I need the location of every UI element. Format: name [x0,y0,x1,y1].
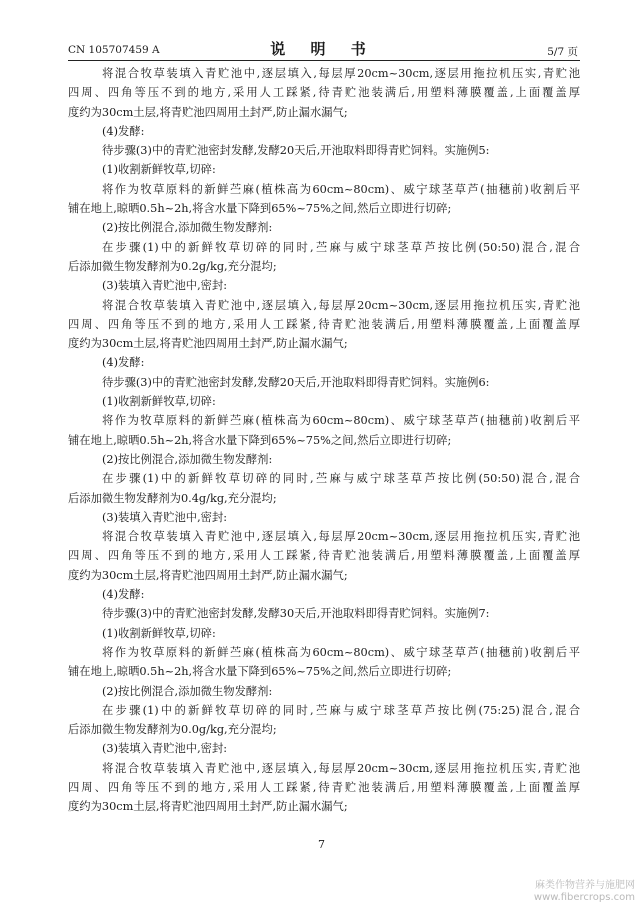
watermark-site-name: 麻类作物营养与施肥网 [535,880,635,891]
watermark [534,880,635,904]
text-line: (3)装填入青贮池中,密封: [102,742,228,756]
page-header [68,38,578,58]
text-line: 将混合牧草装填入青贮池中,逐层填入,每层厚20cm~30cm,逐层用拖拉机压实,青贮池 [102,298,580,312]
document-body [68,64,580,817]
text-line: 将混合牧草装填入青贮池中,逐层填入,每层厚20cm~30cm,逐层用拖拉机压实,青贮池 [102,761,580,775]
text-line: 将混合牧草装填入青贮池中,逐层填入,每层厚20cm~30cm,逐层用拖拉机压实,青贮池 [102,530,580,544]
text-line: 待步骤(3)中的青贮池密封发酵,发酵20天后,开池取料即得青贮饲料。实施例5: [102,144,490,158]
text-line: (1)收割新鲜牧草,切碎: [102,395,216,409]
document-title: 说 明 书 [270,40,376,58]
text-line: 在步骤(1)中的新鲜牧草切碎的同时,苎麻与威宁球茎草芦按比例(50:50)混合,混合 [102,240,580,254]
text-line: (4)发酵: [102,124,145,138]
text-line: 将作为牧草原料的新鲜苎麻(植株高为60cm~80cm)、威宁球茎草芦(抽穗前)收割后平 [102,645,580,659]
page-number: 7 [318,838,325,851]
text-line: 四周、四角等压不到的地方,采用人工踩紧,待青贮池装满后,用塑料薄膜覆盖,上面覆盖厚 [68,86,580,100]
text-line: 度约为30cm土层,将青贮池四周用土封严,防止漏水漏气; [68,105,348,119]
text-line: 后添加微生物发酵剂为0.2g/kg,充分混均; [68,259,277,273]
text-line: (1)收割新鲜牧草,切碎: [102,163,216,177]
text-line: 铺在地上,晾晒0.5h~2h,将含水量下降到65%~75%之间,然后立即进行切碎; [68,665,452,679]
text-line: (3)装填入青贮池中,密封: [102,510,228,524]
text-line: (3)装填入青贮池中,密封: [102,279,228,293]
header-rule [68,60,580,61]
text-line: 将混合牧草装填入青贮池中,逐层填入,每层厚20cm~30cm,逐层用拖拉机压实,青贮池 [102,67,580,80]
text-line: (2)按比例混合,添加微生物发酵剂: [102,452,273,466]
text-line: 待步骤(3)中的青贮池密封发酵,发酵20天后,开池取料即得青贮饲料。实施例6: [102,375,490,389]
text-line: (2)按比例混合,添加微生物发酵剂: [102,221,273,235]
text-line: 后添加微生物发酵剂为0.4g/kg,充分混均; [68,491,277,505]
text-line: 将作为牧草原料的新鲜苎麻(植株高为60cm~80cm)、威宁球茎草芦(抽穗前)收割后平 [102,414,580,428]
text-line: 将作为牧草原料的新鲜苎麻(植株高为60cm~80cm)、威宁球茎草芦(抽穗前)收割后平 [102,182,580,196]
text-line: (2)按比例混合,添加微生物发酵剂: [102,684,273,698]
text-line: 四周、四角等压不到的地方,采用人工踩紧,待青贮池装满后,用塑料薄膜覆盖,上面覆盖厚 [68,549,580,563]
patent-number: CN 105707459 A [68,44,160,56]
text-line: 度约为30cm土层,将青贮池四周用土封严,防止漏水漏气; [68,800,348,814]
text-line: (4)发酵: [102,588,145,602]
text-line: 四周、四角等压不到的地方,采用人工踩紧,待青贮池装满后,用塑料薄膜覆盖,上面覆盖厚 [68,780,580,794]
text-line: 四周、四角等压不到的地方,采用人工踩紧,待青贮池装满后,用塑料薄膜覆盖,上面覆盖厚 [68,317,580,331]
page-indicator: 5/7 页 [547,46,578,58]
watermark-url: www.fibercrops.com [533,892,635,903]
text-line: 铺在地上,晾晒0.5h~2h,将含水量下降到65%~75%之间,然后立即进行切碎; [68,202,452,216]
text-line: (1)收割新鲜牧草,切碎: [102,626,216,640]
text-line: 后添加微生物发酵剂为0.0g/kg,充分混均; [68,723,277,737]
text-line: 待步骤(3)中的青贮池密封发酵,发酵30天后,开池取料即得青贮饲料。实施例7: [102,607,490,621]
text-line: 在步骤(1)中的新鲜牧草切碎的同时,苎麻与威宁球茎草芦按比例(50:50)混合,混合 [102,472,580,486]
text-line: 度约为30cm土层,将青贮池四周用土封严,防止漏水漏气; [68,337,348,351]
text-line: 度约为30cm土层,将青贮池四周用土封严,防止漏水漏气; [68,568,348,582]
text-line: 铺在地上,晾晒0.5h~2h,将含水量下降到65%~75%之间,然后立即进行切碎; [68,433,452,447]
text-line: 在步骤(1)中的新鲜牧草切碎的同时,苎麻与威宁球茎草芦按比例(75:25)混合,混合 [102,703,580,717]
text-line: (4)发酵: [102,356,145,370]
